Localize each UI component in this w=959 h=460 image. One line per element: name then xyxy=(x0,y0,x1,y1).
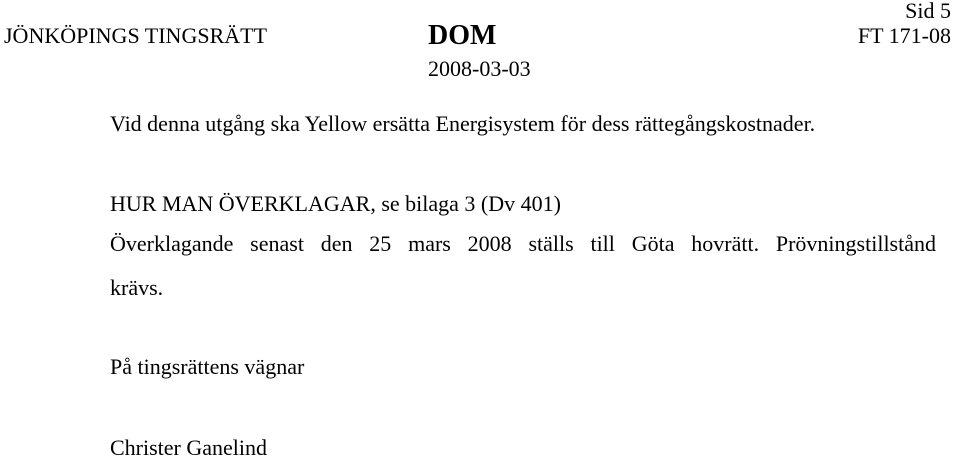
appeal-heading: HUR MAN ÖVERKLAGAR, se bilaga 3 (Dv 401) xyxy=(110,191,561,216)
costs-paragraph: Vid denna utgång ska Yellow ersätta Energisystem för dess rättegångskostnader. xyxy=(110,111,816,136)
document-type: DOM xyxy=(428,20,497,51)
closing-phrase: På tingsrättens vägnar xyxy=(110,354,305,379)
document-date: 2008-03-03 xyxy=(428,56,531,81)
case-number: FT 171-08 xyxy=(857,23,951,48)
appeal-paragraph-line-1: Överklagande senast den 25 mars 2008 ställs till Göta hovrätt. Prövningstillstånd xyxy=(110,231,936,256)
appeal-paragraph-line-2: krävs. xyxy=(110,275,164,300)
court-name: JÖNKÖPINGS TINGSRÄTT xyxy=(4,23,268,48)
page-number: Sid 5 xyxy=(905,0,951,23)
judge-signature-name: Christer Ganelind xyxy=(110,435,268,460)
